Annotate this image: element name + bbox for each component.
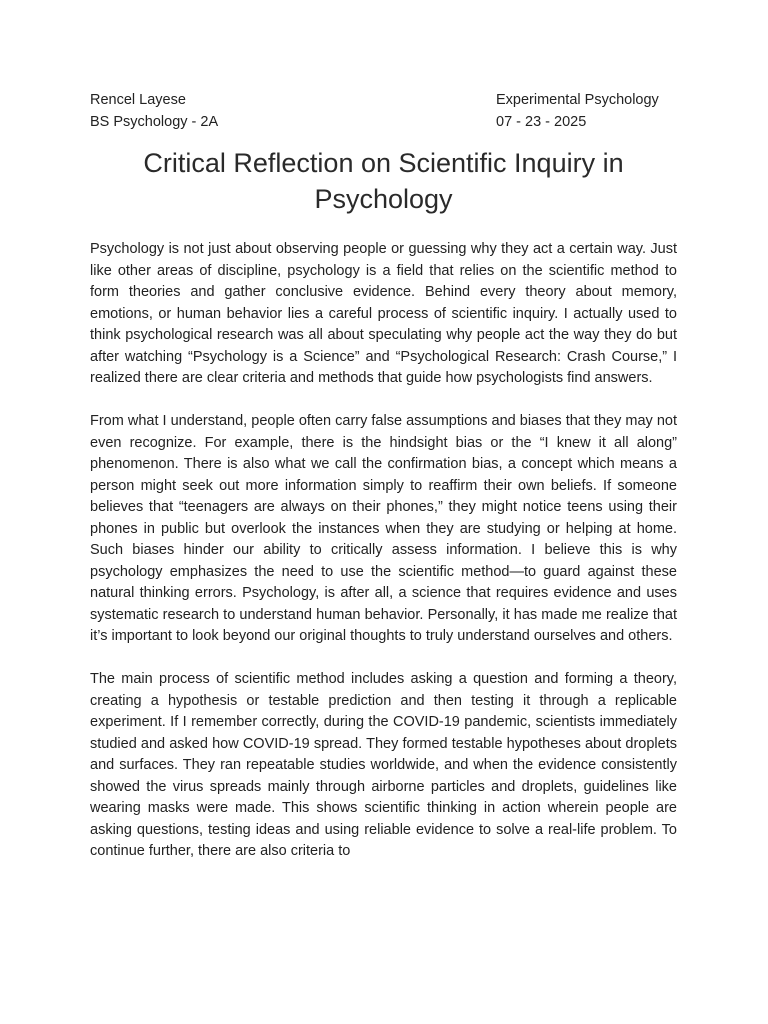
paragraph-2: From what I understand, people often carry false assumptions and biases that they may not even recognize. For example, there is the hindsight bias or the “I knew it all along” phenomenon. There is also what we call the confirmation bias, a concept which means a person might seek out more information simply to reaffirm their own beliefs. If someone believes that “teenagers are always on their phones,” they might notice teens using their phones in public but overlook the instances when they are studying or helping at home. Such biases hinder our ability to critically assess information. I believe this is why psychology emphasizes the need to use the scientific method—to guard against these natural thinking errors. Psychology, is after all, a science that requires evidence and uses systematic research to understand human behavior. Personally, it has made me realize that it’s important to look beyond our original thoughts to truly understand ourselves and others.	[90, 413, 677, 644]
paragraph-1: Psychology is not just about observing people or guessing why they act a certain way. Just like other areas of discipline, psychology is a field that relies on the scientific method to form theories and gather conclusive evidence. Behind every theory about memory, emotions, or human behavior lies a careful process of scientific inquiry. I actually used to think psychological research was all about speculating why people act the way they do but after watching “Psychology is a Science” and “Psychological Research: Crash Course,” I realized there are clear criteria and methods that guide how psychologists find answers.	[90, 241, 677, 386]
document-page	[90, 90, 677, 884]
course-info	[496, 90, 677, 133]
program-section: BS Psychology - 2A	[90, 113, 219, 130]
paragraph-3: The main process of scientific method includes asking a question and forming a theory, creating a hypothesis or testable prediction and then testing it through a replicable experiment. If I remember correctly, during the COVID-19 pandemic, scientists immediately studied and asked how COVID-19 spread. They formed testable hypotheses about droplets and surfaces. They ran repeatable studies worldwide, and when the evidence consistently showed the virus spreads mainly through airborne particles and droplets, guidelines like wearing masks were made. This shows scientific thinking in action wherein people are asking questions, testing ideas and using reliable evidence to solve a real-life problem. To continue further, there are also criteria to	[90, 671, 677, 859]
document-title: Critical Reflection on Scientific Inquiry in Psychology	[143, 148, 624, 214]
student-info	[90, 90, 218, 133]
document-body	[90, 239, 677, 863]
document-header	[90, 90, 677, 133]
document-date: 07 - 23 - 2025	[496, 113, 587, 130]
course-name: Experimental Psychology	[496, 92, 659, 108]
author-name: Rencel Layese	[90, 92, 186, 108]
